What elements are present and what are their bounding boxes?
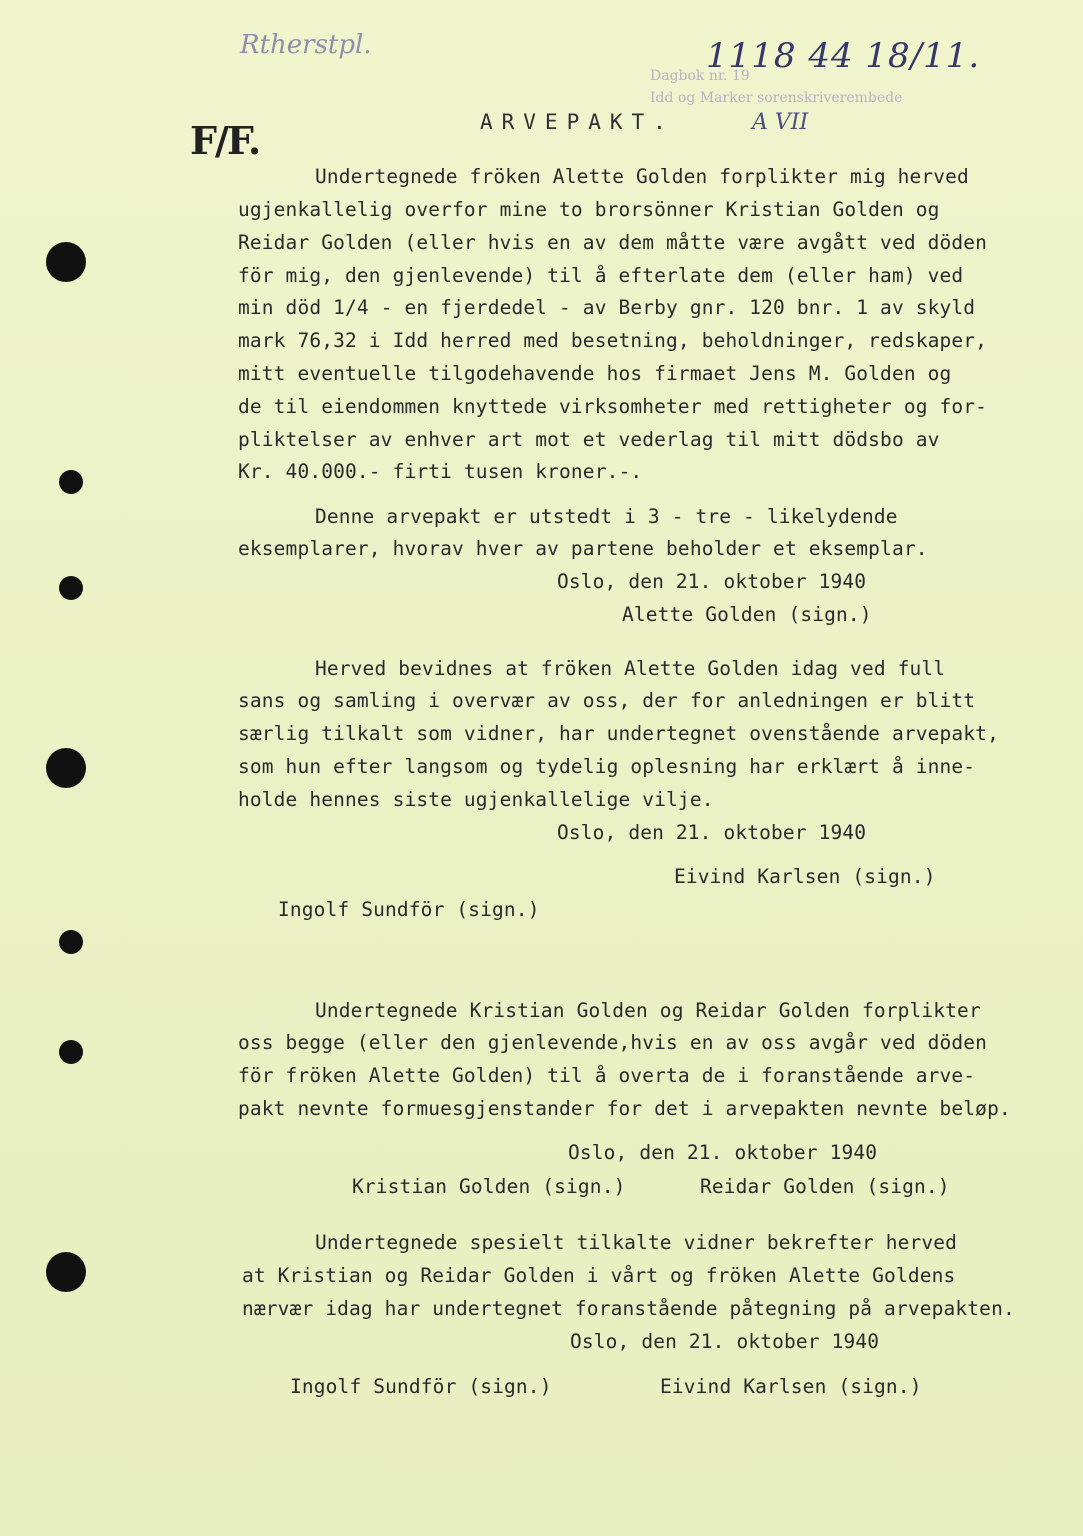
punch-hole-1	[46, 242, 86, 282]
p1-line-8: de til eiendommen knyttede virksomheter med rettigheter og for-	[238, 395, 988, 418]
p1-line-7: mitt eventuelle tilgodehavende hos firmaet Jens M. Golden og	[238, 362, 952, 385]
p1-line-9: pliktelser av enhver art mot et vederlag til mitt dödsbo av	[238, 428, 940, 451]
p4-line-2: oss begge (eller den gjenlevende,hvis en av oss avgår ved döden	[238, 1031, 988, 1054]
punch-hole-7	[46, 1252, 86, 1292]
signature-reidar: Reidar Golden (sign.)	[700, 1175, 950, 1198]
p5-line-1: Undertegnede spesielt tilkalte vidner bekrefter herved	[315, 1231, 958, 1254]
p1-line-1: Undertegnede fröken Alette Golden forplikter mig herved	[315, 165, 969, 188]
signature-ingolf-1: Ingolf Sundför (sign.)	[278, 898, 540, 921]
p3-line-1: Herved bevidnes at fröken Alette Golden idag ved full	[315, 657, 946, 680]
punch-hole-5	[59, 930, 83, 954]
date-2: Oslo, den 21. oktober 1940	[557, 821, 867, 844]
date-1: Oslo, den 21. oktober 1940	[557, 570, 867, 593]
signature-ingolf-2: Ingolf Sundför (sign.)	[290, 1375, 552, 1398]
signature-alette: Alette Golden (sign.)	[622, 603, 872, 626]
p1-line-4: för mig, den gjenlevende) til å efterlate dem (eller ham) ved	[238, 264, 964, 287]
p5-line-3: nærvær idag har undertegnet foranstående påtegning på arvepakten.	[242, 1297, 1015, 1320]
punch-hole-6	[59, 1040, 83, 1064]
p2-line-2: eksemplarer, hvorav hver av partene beholder et eksemplar.	[238, 537, 928, 560]
signature-eivind-1: Eivind Karlsen (sign.)	[674, 865, 936, 888]
p1-line-10: Kr. 40.000.- firti tusen kroner.-.	[238, 460, 643, 483]
p1-line-2: ugjenkallelig overfor mine to brorsönner Kristian Golden og	[238, 198, 940, 221]
p3-line-2: sans og samling i overvær av oss, der for anledningen er blitt	[238, 689, 976, 712]
margin-mark: F/F.	[190, 118, 260, 163]
punch-hole-4	[46, 748, 86, 788]
signature-eivind-2: Eivind Karlsen (sign.)	[660, 1375, 922, 1398]
registry-number: 1118 44 18/11.	[706, 36, 981, 76]
punch-hole-3	[59, 576, 83, 600]
p1-line-3: Reidar Golden (eller hvis en av dem måtte være avgått ved döden	[238, 231, 988, 254]
stamp-office: Idd og Marker sorenskriverembede	[650, 90, 903, 106]
p3-line-5: holde hennes siste ugjenkallelige vilje.	[238, 788, 714, 811]
p4-line-1: Undertegnede Kristian Golden og Reidar Golden forplikter	[315, 999, 981, 1022]
date-4: Oslo, den 21. oktober 1940	[570, 1330, 880, 1353]
p1-line-6: mark 76,32 i Idd herred med besetning, beholdninger, redskaper,	[238, 329, 988, 352]
title-mark: A VII	[752, 110, 809, 135]
top-left-annotation: Rtherstpl.	[240, 30, 372, 60]
p5-line-2: at Kristian og Reidar Golden i vårt og fröken Alette Goldens	[242, 1264, 956, 1287]
p2-line-1: Denne arvepakt er utstedt i 3 - tre - likelydende	[315, 505, 898, 528]
stamp-dagbok: Dagbok nr. 19	[650, 68, 750, 84]
p3-line-4: som hun efter langsom og tydelig oplesning har erklært å inne-	[238, 755, 976, 778]
punch-hole-2	[59, 470, 83, 494]
document-title: ARVEPAKT.	[480, 110, 675, 134]
p3-line-3: særlig tilkalt som vidner, har undertegnet ovenstående arvepakt,	[238, 722, 999, 745]
p1-line-5: min död 1/4 - en fjerdedel - av Berby gnr. 120 bnr. 1 av skyld	[238, 296, 976, 319]
p4-line-3: för fröken Alette Golden) til å overta de i foranstående arve-	[238, 1064, 976, 1087]
date-3: Oslo, den 21. oktober 1940	[568, 1141, 878, 1164]
p4-line-4: pakt nevnte formuesgjenstander for det i arvepakten nevnte beløp.	[238, 1097, 1011, 1120]
signature-kristian: Kristian Golden (sign.)	[352, 1175, 626, 1198]
